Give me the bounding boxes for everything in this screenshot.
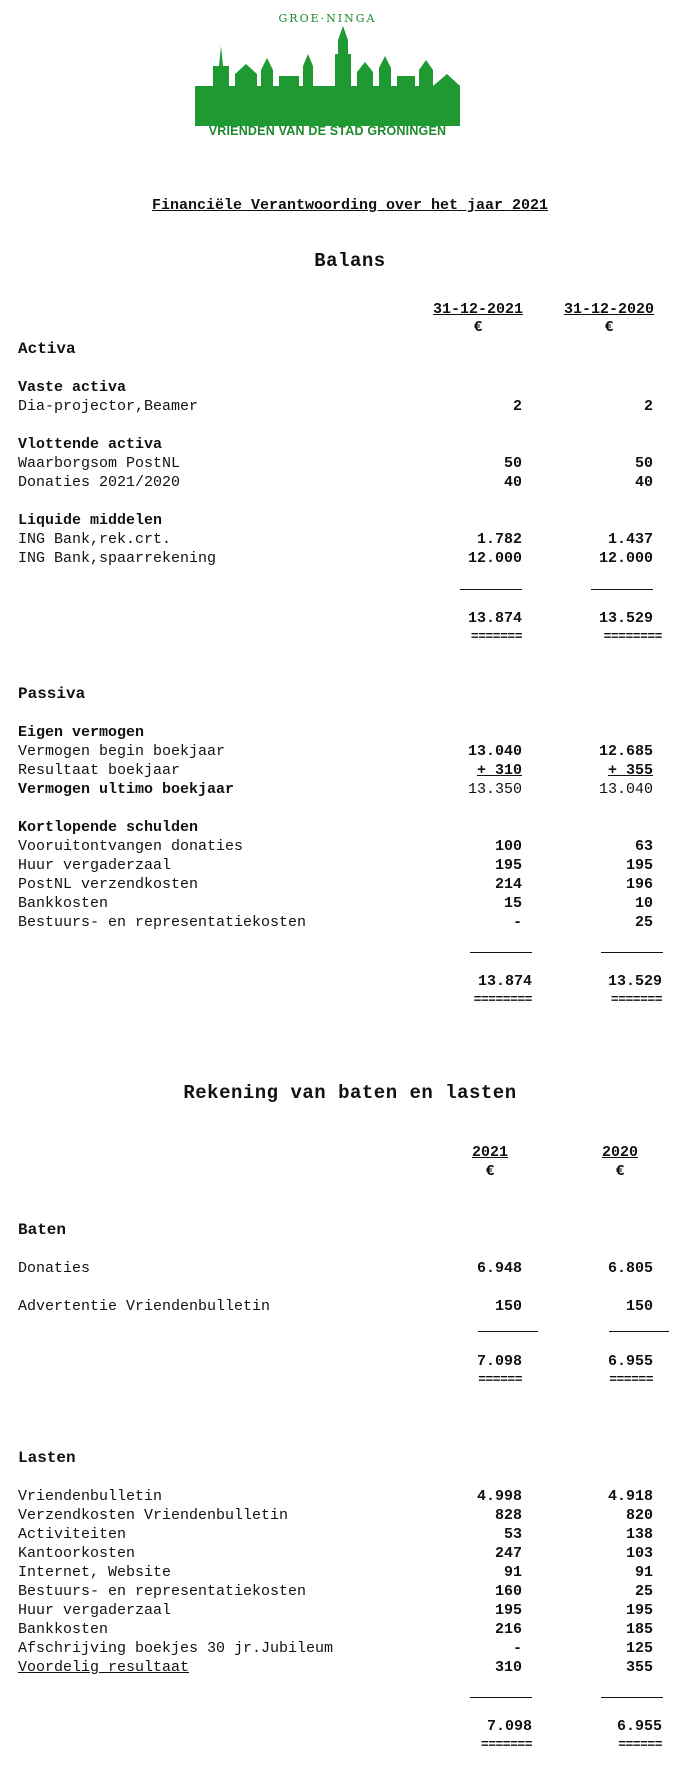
row-value-2020: 138	[625, 1526, 653, 1543]
city-skyline-icon	[195, 26, 460, 126]
rekening-col1-currency: €	[485, 1163, 495, 1180]
subtotal-rule	[460, 589, 522, 590]
subtotal-rule	[591, 589, 653, 590]
vermogen-ultimo-2020: 13.040	[598, 781, 653, 798]
row-label: PostNL verzendkosten	[18, 876, 199, 893]
logo-caption: VRIENDEN VAN DE STAD GRONINGEN	[208, 124, 447, 138]
baten-total-2021: 7.098	[476, 1353, 522, 1370]
row-value-2020: 195	[625, 1602, 653, 1619]
row-value-2021: 828	[494, 1507, 522, 1524]
balans-col1-currency: €	[473, 319, 483, 336]
row-label: Bestuurs- en representatiekosten	[18, 914, 307, 931]
row-value-2020: 12.000	[598, 550, 653, 567]
double-rule: ========	[603, 629, 662, 644]
row-value-2021: 214	[494, 876, 522, 893]
row-label: Huur vergaderzaal	[18, 857, 172, 874]
subtotal-rule	[478, 1331, 538, 1332]
row-label: Waarborgsom PostNL	[18, 455, 181, 472]
row-value-2020: 196	[625, 876, 653, 893]
row-label: Afschrijving boekjes 30 jr.Jubileum	[18, 1640, 334, 1657]
row-label: Bankkosten	[18, 1621, 109, 1638]
row-value-2020: 63	[634, 838, 653, 855]
row-value-2021: 195	[494, 857, 522, 874]
row-label: Kantoorkosten	[18, 1545, 136, 1562]
row-label: Resultaat boekjaar	[18, 762, 181, 779]
row-label: Internet, Website	[18, 1564, 172, 1581]
subtotal-rule	[470, 1697, 532, 1698]
row-label: Donaties	[18, 1260, 91, 1277]
row-value-2020: + 355	[607, 762, 653, 779]
double-rule: ======	[609, 1372, 653, 1387]
row-label: ING Bank,rek.crt.	[18, 531, 172, 548]
row-label: Vooruitontvangen donaties	[18, 838, 244, 855]
row-value-2021: 15	[503, 895, 522, 912]
row-value-2020: 12.685	[598, 743, 653, 760]
groeninga-logo	[195, 12, 460, 140]
subtotal-rule	[609, 1331, 669, 1332]
row-label: Verzendkosten Vriendenbulletin	[18, 1507, 289, 1524]
activa-heading: Activa	[18, 340, 76, 358]
row-label: Vermogen begin boekjaar	[18, 743, 226, 760]
double-rule: =======	[610, 992, 662, 1007]
rekening-col2-currency: €	[615, 1163, 625, 1180]
row-value-2021: + 310	[476, 762, 522, 779]
row-value-2021: 6.948	[476, 1260, 522, 1277]
passiva-total-2020: 13.529	[607, 973, 662, 990]
subtotal-rule	[601, 952, 663, 953]
double-rule: ========	[473, 992, 532, 1007]
voordelig-resultaat-label: Voordelig resultaat	[18, 1659, 190, 1676]
row-value-2021: 53	[503, 1526, 522, 1543]
row-value-2020: 25	[634, 914, 653, 931]
row-value-2021: 40	[503, 474, 522, 491]
row-value-2020: 2	[643, 398, 653, 415]
row-value-2021: 150	[494, 1298, 522, 1315]
row-label: Vriendenbulletin	[18, 1488, 163, 1505]
row-value-2020: 185	[625, 1621, 653, 1638]
document-title: Financiële Verantwoording over het jaar 2021	[151, 197, 549, 214]
balans-col2-header: 31-12-2020	[563, 301, 654, 318]
lasten-heading: Lasten	[18, 1449, 76, 1467]
activa-total-2020: 13.529	[598, 610, 653, 627]
row-label: Bestuurs- en representatiekosten	[18, 1583, 307, 1600]
row-label: Donaties 2021/2020	[18, 474, 181, 491]
kortlopende-schulden-heading: Kortlopende schulden	[18, 819, 199, 836]
row-value-2020: 10	[634, 895, 653, 912]
row-label: Activiteiten	[18, 1526, 127, 1543]
balans-col2-currency: €	[604, 319, 614, 336]
row-value-2020: 25	[634, 1583, 653, 1600]
row-value-2021: 4.998	[476, 1488, 522, 1505]
balans-col1-header: 31-12-2021	[432, 301, 523, 318]
row-label: ING Bank,spaarrekening	[18, 550, 217, 567]
row-label: Advertentie Vriendenbulletin	[18, 1298, 271, 1315]
vaste-activa-heading: Vaste activa	[18, 379, 127, 396]
row-value-2020: 50	[634, 455, 653, 472]
double-rule: =======	[480, 1737, 532, 1752]
row-value-2021: 160	[494, 1583, 522, 1600]
activa-total-2021: 13.874	[467, 610, 522, 627]
row-value-2021: -	[512, 914, 522, 931]
row-value-2020: 91	[634, 1564, 653, 1581]
passiva-heading: Passiva	[18, 685, 86, 703]
balans-title: Balans	[314, 250, 386, 272]
subtotal-rule	[601, 1697, 663, 1698]
subtotal-rule	[470, 952, 532, 953]
row-value-2020: 4.918	[607, 1488, 653, 1505]
passiva-total-2021: 13.874	[477, 973, 532, 990]
double-rule: =======	[470, 629, 522, 644]
row-value-2021: 310	[494, 1659, 522, 1676]
row-value-2021: 13.040	[467, 743, 522, 760]
row-value-2020: 820	[625, 1507, 653, 1524]
row-value-2021: 100	[494, 838, 522, 855]
row-value-2021: 50	[503, 455, 522, 472]
row-value-2021: -	[512, 1640, 522, 1657]
row-label: Huur vergaderzaal	[18, 1602, 172, 1619]
row-value-2020: 40	[634, 474, 653, 491]
row-value-2020: 355	[625, 1659, 653, 1676]
vermogen-ultimo-2021: 13.350	[467, 781, 522, 798]
rekening-col2-header: 2020	[601, 1144, 638, 1161]
row-value-2021: 1.782	[476, 531, 522, 548]
row-value-2021: 12.000	[467, 550, 522, 567]
vermogen-ultimo-label: Vermogen ultimo boekjaar	[18, 781, 235, 798]
row-label: Bankkosten	[18, 895, 109, 912]
row-value-2020: 1.437	[607, 531, 653, 548]
baten-total-2020: 6.955	[607, 1353, 653, 1370]
liquide-middelen-heading: Liquide middelen	[18, 512, 163, 529]
baten-heading: Baten	[18, 1221, 67, 1239]
row-value-2021: 247	[494, 1545, 522, 1562]
row-value-2020: 103	[625, 1545, 653, 1562]
double-rule: ======	[618, 1737, 662, 1752]
row-value-2021: 2	[512, 398, 522, 415]
row-label: Dia-projector,Beamer	[18, 398, 199, 415]
row-value-2021: 195	[494, 1602, 522, 1619]
rekening-col1-header: 2021	[471, 1144, 508, 1161]
row-value-2021: 216	[494, 1621, 522, 1638]
rekening-title: Rekening van baten en lasten	[183, 1082, 517, 1104]
row-value-2020: 150	[625, 1298, 653, 1315]
eigen-vermogen-heading: Eigen vermogen	[18, 724, 145, 741]
logo-wordmark: GROE·NINGA	[278, 12, 377, 25]
double-rule: ======	[478, 1372, 522, 1387]
lasten-total-2020: 6.955	[616, 1718, 662, 1735]
row-value-2021: 91	[503, 1564, 522, 1581]
vlottende-activa-heading: Vlottende activa	[18, 436, 163, 453]
row-value-2020: 6.805	[607, 1260, 653, 1277]
lasten-total-2021: 7.098	[486, 1718, 532, 1735]
row-value-2020: 125	[625, 1640, 653, 1657]
row-value-2020: 195	[625, 857, 653, 874]
